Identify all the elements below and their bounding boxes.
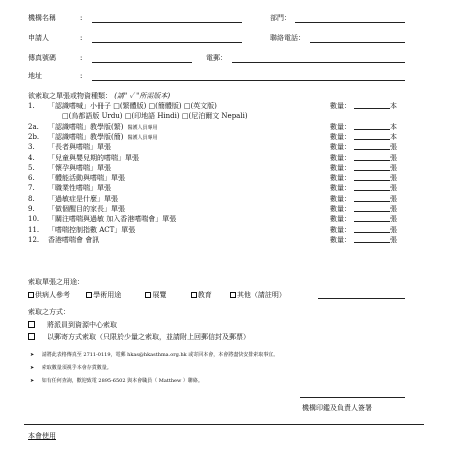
quantity-unit: 張: [390, 163, 397, 172]
quantity-label: 數量：: [330, 235, 351, 244]
quantity-unit: 本: [390, 132, 397, 141]
quantity-input[interactable]: [354, 195, 390, 202]
request-item-label: 「懷孕與嗜喘」單張: [48, 163, 111, 172]
method-option-label: 將派員到資源中心索取: [47, 321, 117, 329]
request-item-label: 「認識嗜喘」教學版(繁): [48, 122, 124, 131]
checkbox[interactable]: [191, 292, 197, 298]
quantity-label: 數量：: [330, 102, 351, 110]
request-item-label: 「嗜喘控制指數 ACT」單張: [48, 225, 136, 234]
purpose-option[interactable]: [230, 291, 286, 299]
phone-field[interactable]: [310, 42, 405, 43]
method-option[interactable]: [28, 321, 117, 329]
note: [30, 353, 278, 359]
checkbox[interactable]: [230, 292, 236, 298]
quantity-label: 數量：: [330, 184, 351, 193]
request-item-label: 「長者與嗜喘」單張: [48, 143, 111, 152]
request-item-label: 「兒童與嬰兒期的嗜喘」單張: [48, 153, 139, 162]
purpose-other-field[interactable]: [318, 298, 405, 299]
method-option[interactable]: [28, 333, 250, 341]
quantity-input[interactable]: [354, 164, 390, 171]
request-item: [28, 123, 157, 132]
purpose-option[interactable]: [191, 291, 212, 299]
request-item-label: 「過敏症是什麼」單張: [48, 194, 118, 203]
quantity-field[interactable]: [330, 215, 397, 223]
request-item: [28, 236, 99, 244]
request-item-label: 香港嗜喘會 會訊: [48, 235, 100, 244]
quantity-label: 數量：: [330, 153, 351, 162]
bullet-icon: ➤: [30, 378, 35, 384]
quantity-field[interactable]: [330, 102, 397, 110]
method-option-label: 以郵寄方式索取（只限於少量之索取，並請附上回郵信封及郵票）: [47, 333, 250, 341]
quantity-input[interactable]: [354, 205, 390, 212]
quantity-input[interactable]: [354, 215, 390, 222]
applicant-colon: :: [80, 34, 83, 42]
request-item: [28, 226, 135, 234]
note-text: 如有任何查詢，歡迎致電 2895-6502 與本會職員（ Matthew ）聯絡。: [41, 378, 203, 384]
request-item-number: 12.: [28, 235, 40, 244]
quantity-field[interactable]: [330, 236, 397, 244]
purpose-option-label: 教育: [197, 291, 212, 299]
quantity-label: 數量：: [330, 174, 351, 183]
request-item: [28, 195, 118, 203]
quantity-label: 數量：: [330, 143, 351, 152]
request-item-number: 11.: [28, 225, 40, 234]
request-item-label: 「體能活動與嗜喘」單張: [48, 174, 125, 183]
quantity-label: 數量：: [330, 215, 351, 224]
quantity-label: 數量：: [330, 194, 351, 203]
org-name-label: 機構名稱: [28, 14, 56, 22]
bullet-icon: ➤: [30, 365, 35, 371]
quantity-label: 數量：: [330, 225, 351, 234]
quantity-input[interactable]: [354, 102, 390, 109]
request-intro-text: 欲索取之單張或物資種類：: [28, 92, 112, 100]
fax-colon: :: [80, 54, 83, 62]
request-item-number: 4.: [28, 153, 35, 162]
quantity-input[interactable]: [354, 133, 390, 140]
request-item: [28, 143, 111, 151]
email-field[interactable]: [232, 62, 405, 63]
quantity-input[interactable]: [354, 143, 390, 150]
org-name-colon: :: [80, 14, 83, 22]
request-intro-note: (請" ✓ "所需版本): [114, 92, 171, 100]
purpose-title: 索取單張之用途：: [28, 278, 84, 286]
fax-label: 傳真號碼: [28, 54, 56, 62]
checkbox[interactable]: [86, 292, 92, 298]
quantity-unit: 張: [390, 184, 397, 193]
request-item: [28, 205, 125, 213]
purpose-option-label: 學術用途: [93, 291, 122, 299]
request-item: [28, 133, 157, 142]
dept-field[interactable]: [295, 22, 405, 23]
request-item-number: 10.: [28, 215, 40, 224]
note-text: 請將此表格傳真至 2711-0119，電郵 hkas@hkasthma.org.hk 或寄回本會，本會將盡快安排索取事宜。: [41, 352, 279, 358]
request-item-number: 9.: [28, 205, 35, 213]
request-item-label: 「認識嗜喊」小冊子 □(繁體版) □(簡體版) □(英文版): [48, 102, 217, 110]
request-item: [28, 164, 111, 172]
quantity-input[interactable]: [354, 154, 390, 161]
request-item-note: 醫護人員專用: [127, 124, 158, 131]
email-label: 電郵：: [206, 54, 227, 62]
quantity-label: 數量：: [330, 163, 351, 172]
request-item: [28, 215, 176, 223]
request-item: [28, 154, 139, 162]
quantity-unit: 本: [390, 102, 397, 110]
request-item-number: 2a.: [28, 122, 39, 131]
quantity-input[interactable]: [354, 174, 390, 181]
quantity-field[interactable]: [330, 184, 397, 192]
request-item-label: 「關注嗜喘與過敏 加入香港嗜喘會」單張: [48, 215, 177, 224]
purpose-option-label: 其他（請註明）: [236, 291, 286, 299]
bullet-icon: ➤: [30, 352, 35, 358]
request-item-number: 7.: [28, 184, 35, 193]
quantity-unit: 張: [390, 194, 397, 203]
request-item-number: 3.: [28, 143, 35, 152]
checkbox[interactable]: [28, 292, 34, 298]
request-item: [28, 174, 125, 182]
note: [30, 379, 203, 385]
request-item-label: □(烏都語版 Urdu) □(印地語 Hindi) □(尼泊爾文 Nepali): [62, 112, 248, 121]
applicant-field[interactable]: [92, 42, 242, 43]
request-item: [28, 112, 248, 120]
quantity-label: 數量：: [330, 122, 351, 131]
fax-field[interactable]: [92, 62, 192, 63]
request-item-number: 2b.: [28, 132, 40, 141]
request-item-label: 「做個醒目的家長」單張: [48, 205, 125, 213]
purpose-options: [28, 291, 286, 299]
address-label: 地址: [28, 72, 42, 80]
checkbox[interactable]: [28, 321, 35, 328]
address-colon: :: [80, 72, 83, 80]
signature-line[interactable]: [300, 397, 405, 398]
quantity-field[interactable]: [330, 205, 397, 213]
quantity-input[interactable]: [354, 184, 390, 191]
signature-label: 機構印鑑及負責人簽署: [302, 404, 372, 412]
request-item-label: 「認識嗜喘」教學版(簡): [48, 132, 124, 141]
quantity-field[interactable]: [330, 133, 397, 141]
purpose-option[interactable]: [145, 291, 166, 299]
org-name-field[interactable]: [92, 22, 242, 23]
quantity-field[interactable]: [330, 123, 397, 131]
request-item-note: 醫護人員專用: [127, 134, 158, 141]
request-item: [28, 102, 217, 110]
address-field[interactable]: [92, 80, 405, 81]
checkbox[interactable]: [28, 333, 35, 340]
note: [30, 366, 112, 372]
note-text: 索取數量須視乎本會存貨數量。: [41, 365, 112, 371]
applicant-label: 申請人: [28, 34, 49, 42]
method-title: 索取之方式：: [28, 308, 70, 316]
purpose-option-label: 展覽: [152, 291, 167, 299]
quantity-field[interactable]: [330, 226, 397, 234]
quantity-input[interactable]: [354, 123, 390, 130]
purpose-option[interactable]: [28, 291, 70, 299]
quantity-input[interactable]: [354, 236, 390, 243]
section-divider: [24, 424, 424, 425]
quantity-input[interactable]: [354, 226, 390, 233]
quantity-unit: 張: [390, 153, 397, 162]
request-item-number: 8.: [28, 194, 35, 203]
quantity-field[interactable]: [330, 154, 397, 162]
request-intro: [28, 92, 170, 100]
checkbox[interactable]: [145, 292, 151, 298]
quantity-unit: 張: [390, 225, 397, 234]
phone-label: 聯絡電話：: [270, 34, 305, 42]
quantity-field[interactable]: [330, 195, 397, 203]
quantity-unit: 張: [390, 215, 397, 224]
quantity-unit: 張: [390, 174, 397, 183]
request-item: [28, 184, 111, 192]
quantity-field[interactable]: [330, 164, 397, 172]
purpose-option-label: 供病人參考: [35, 291, 70, 299]
quantity-label: 數量：: [330, 205, 351, 213]
office-use-title: 本會使用: [28, 432, 56, 440]
request-item-number: 5.: [28, 163, 35, 172]
request-item-number: 6.: [28, 174, 35, 183]
purpose-option[interactable]: [86, 291, 121, 299]
quantity-unit: 張: [390, 235, 397, 244]
quantity-field[interactable]: [330, 174, 397, 182]
quantity-field[interactable]: [330, 143, 397, 151]
quantity-unit: 本: [390, 122, 397, 131]
dept-label: 部門：: [270, 14, 291, 22]
quantity-unit: 張: [390, 143, 397, 152]
quantity-unit: 張: [390, 205, 397, 213]
request-item-label: 「職業性嗜喘」單張: [48, 184, 111, 193]
quantity-label: 數量：: [330, 132, 351, 141]
request-item-number: 1.: [28, 102, 35, 110]
